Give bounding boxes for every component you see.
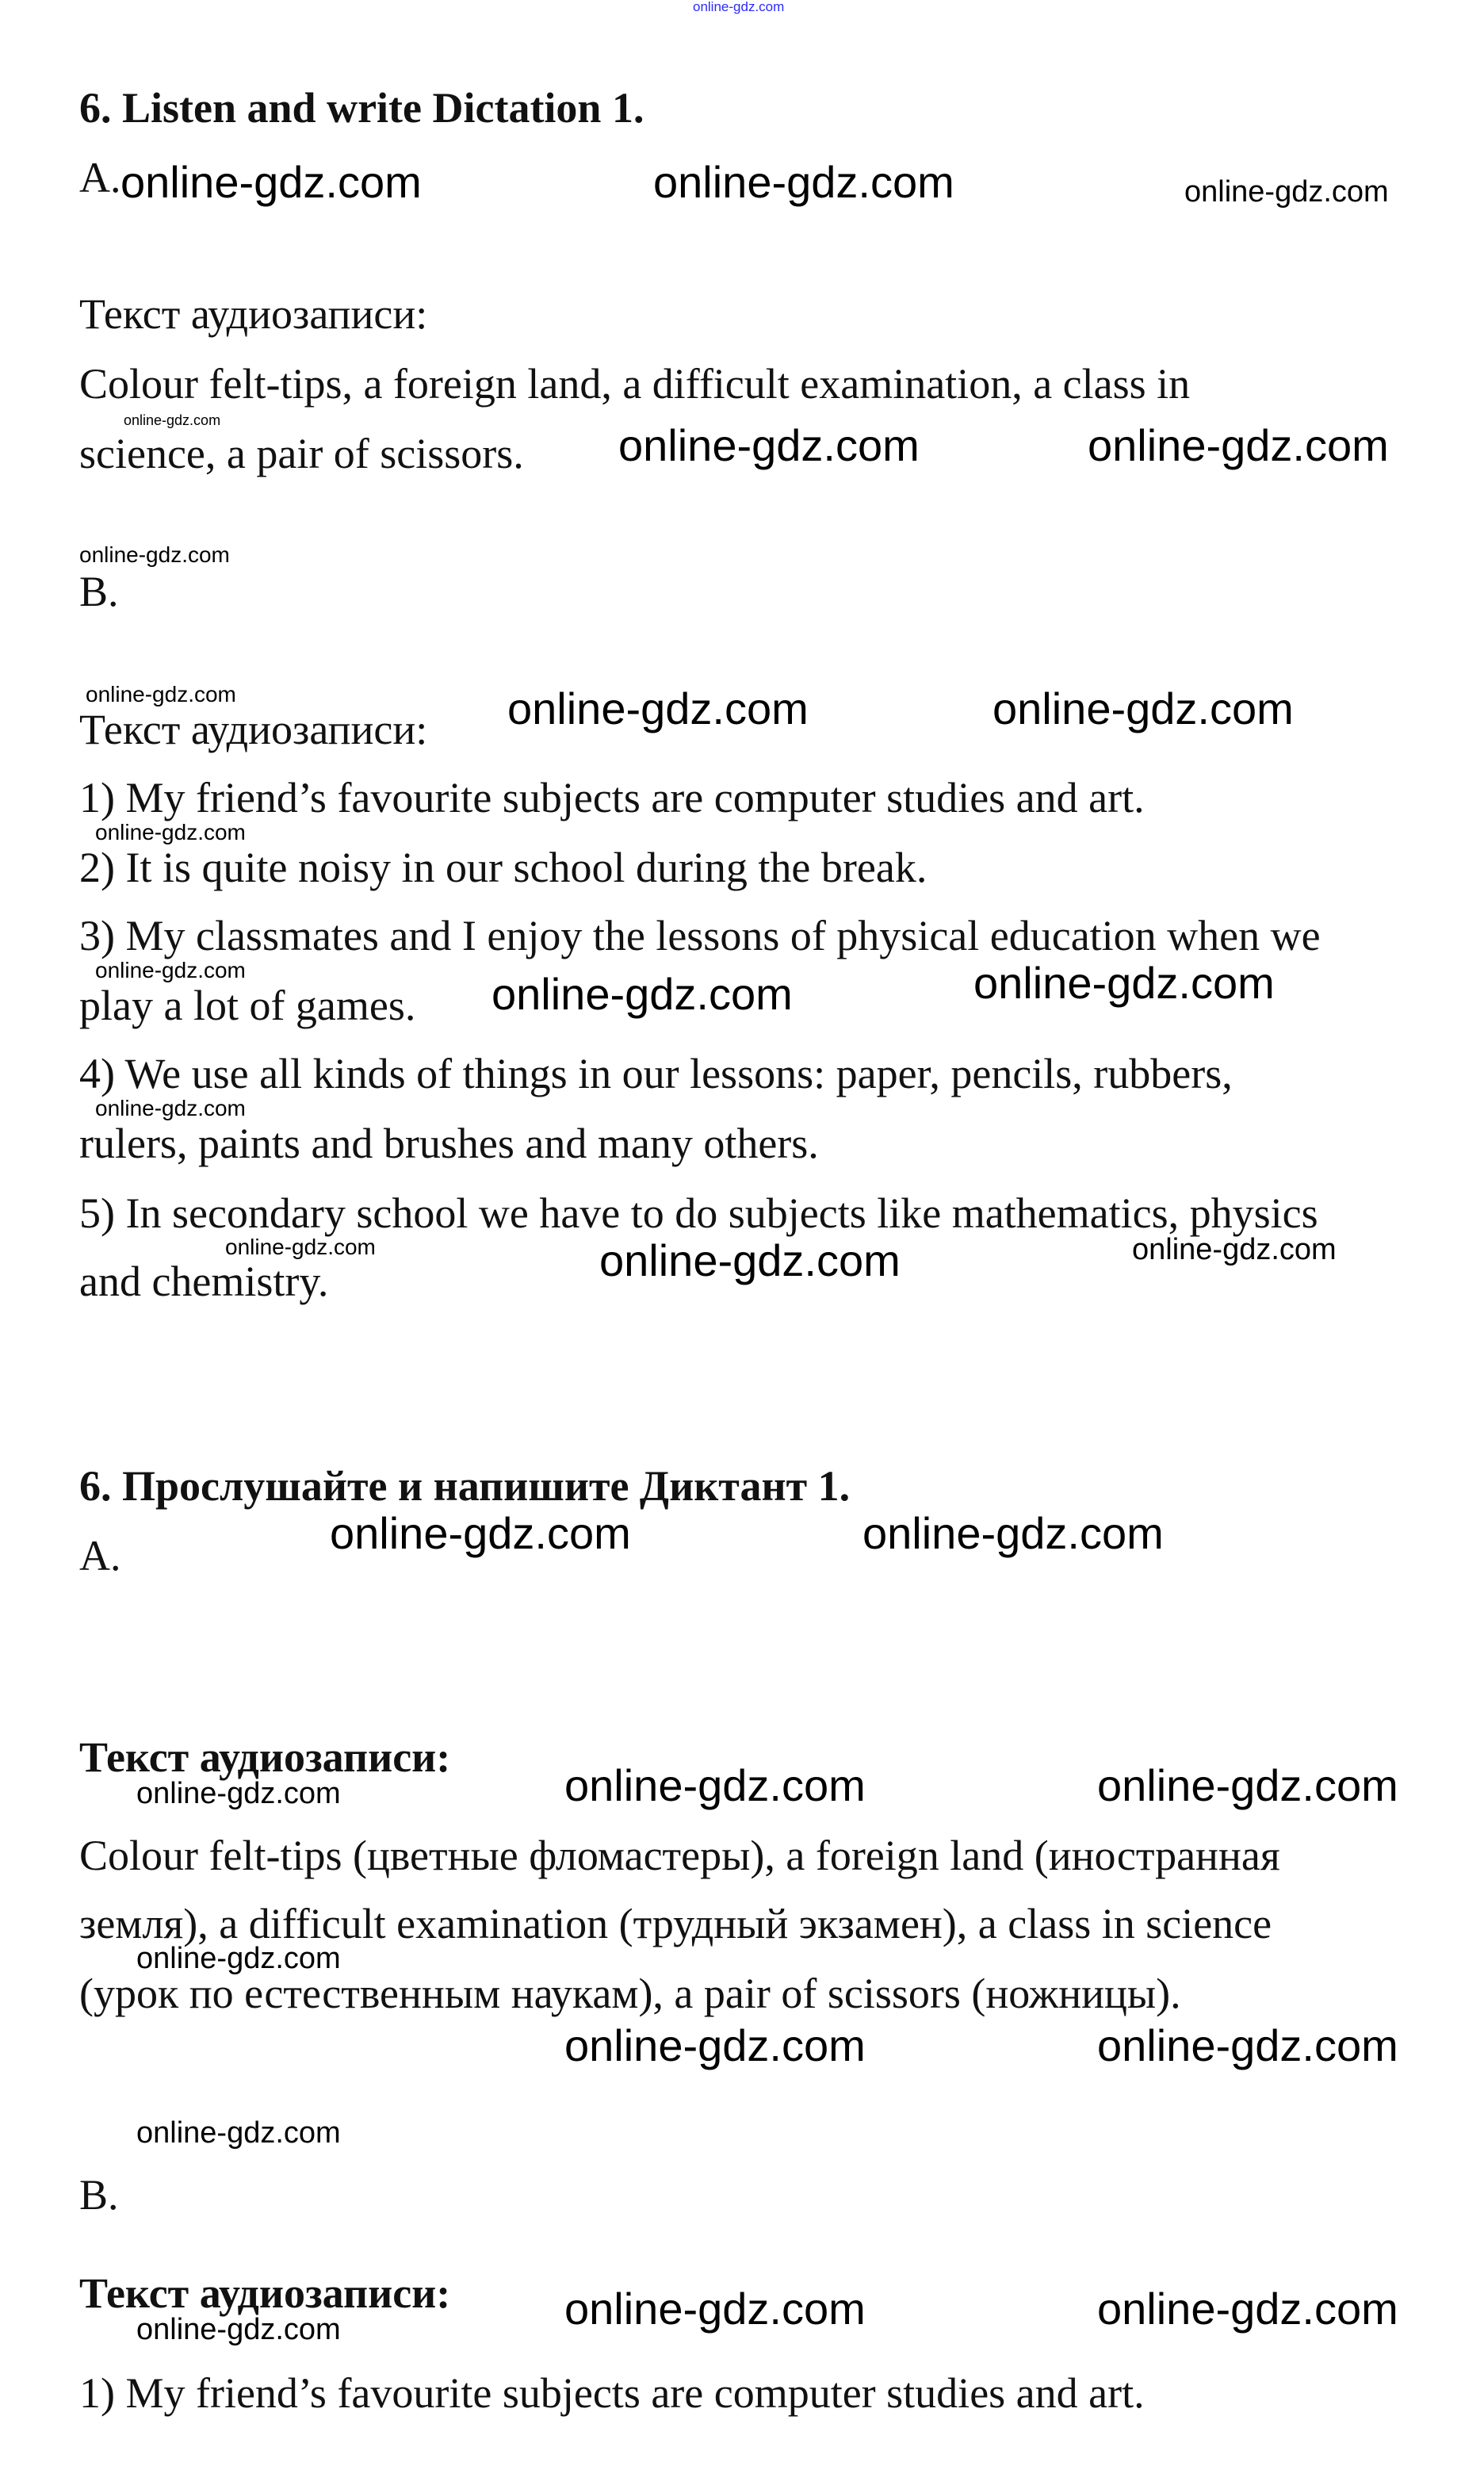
watermark: online-gdz.com [95,1096,246,1120]
watermark: online-gdz.com [136,2313,341,2346]
watermark: online-gdz.com [1184,175,1389,209]
watermark: online-gdz.com [599,1235,901,1285]
text-line: 3) My classmates and I enjoy the lessons of physical education when we [79,912,1321,959]
watermark: online-gdz.com [1088,420,1389,470]
watermark: online-gdz.com [330,1508,631,1558]
watermark: online-gdz.com [1097,2284,1398,2334]
transcript-label: Текст аудиозаписи: [79,2269,451,2317]
section-title: 6. Прослушайте и напишите Диктант 1. [79,1462,851,1510]
text-line: земля), a difficult examination (трудный экзамен), a class in science [79,1900,1272,1947]
text-line: and chemistry. [79,1258,329,1305]
text-line: rulers, paints and brushes and many others. [79,1120,819,1167]
watermark: online-gdz.com [95,820,246,844]
part-a-label: A. [79,1532,121,1580]
watermark: online-gdz.com [95,958,246,982]
text-line: science, a pair of scissors. [79,430,524,477]
text-line: (урок по естественным наукам), a pair of scissors (ножницы). [79,1970,1181,2017]
watermark: online-gdz.com [507,684,809,733]
watermark: online-gdz.com [618,420,920,470]
watermark: online-gdz.com [124,412,221,428]
watermark: online-gdz.com [862,1508,1164,1558]
watermark: online-gdz.com [564,1760,866,1810]
watermark: online-gdz.com [1097,2020,1398,2070]
watermark: online-gdz.com [225,1235,376,1259]
watermark: online-gdz.com [86,682,236,706]
text-line: 2) It is quite noisy in our school during the break. [79,844,928,891]
header-watermark: online-gdz.com [693,0,785,14]
watermark: online-gdz.com [136,1942,341,1975]
text-line: play a lot of games. [79,982,416,1029]
transcript-label: Текст аудиозаписи: [79,706,428,753]
part-b-label: B. [79,2171,119,2219]
watermark: online-gdz.com [120,157,422,207]
section-title: 6. Listen and write Dictation 1. [79,84,644,132]
part-b-label: B. [79,568,119,615]
watermark: online-gdz.com [653,157,954,207]
watermark: online-gdz.com [1097,1760,1398,1810]
transcript-label: Текст аудиозаписи: [79,1733,451,1781]
watermark: online-gdz.com [564,2284,866,2334]
part-a-label: A. [79,154,121,201]
watermark: online-gdz.com [136,2116,341,2150]
transcript-label: Текст аудиозаписи: [79,290,428,338]
watermark: online-gdz.com [1132,1233,1337,1266]
watermark: online-gdz.com [973,958,1275,1008]
watermark: online-gdz.com [79,542,230,567]
watermark: online-gdz.com [136,1777,341,1810]
watermark: online-gdz.com [564,2020,866,2070]
text-line: Colour felt-tips, a foreign land, a difficult examination, a class in [79,360,1191,408]
text-line: Colour felt-tips (цветные фломастеры), a foreign land (иностранная [79,1832,1280,1879]
text-line: 4) We use all kinds of things in our lessons: paper, pencils, rubbers, [79,1050,1233,1097]
watermark: online-gdz.com [491,969,793,1019]
watermark: online-gdz.com [993,684,1294,733]
text-line: 5) In secondary school we have to do subjects like mathematics, physics [79,1189,1318,1237]
text-line: 1) My friend’s favourite subjects are computer studies and art. [79,774,1145,821]
text-line: 1) My friend’s favourite subjects are computer studies and art. [79,2369,1145,2417]
